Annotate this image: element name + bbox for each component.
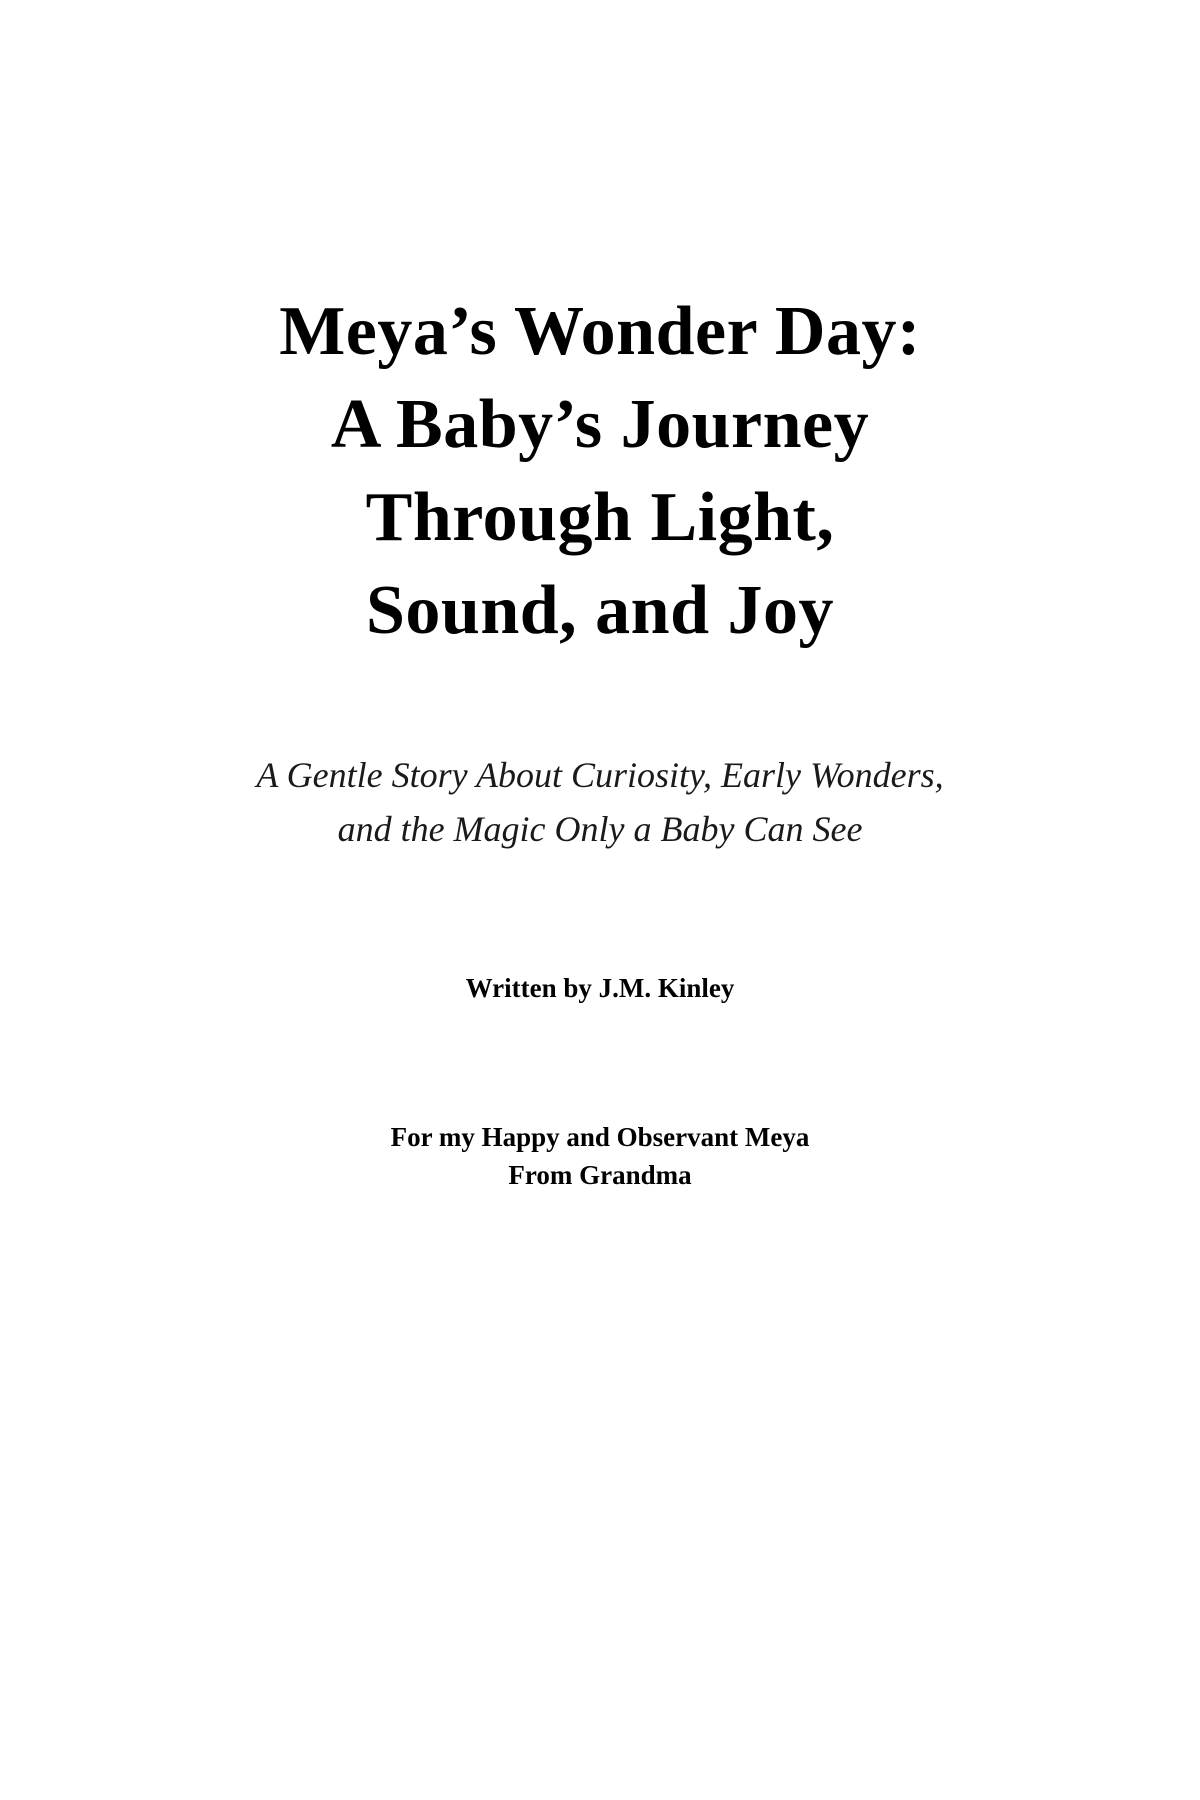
- dedication-line-2: From Grandma: [508, 1160, 692, 1190]
- book-title: [0, 285, 1200, 657]
- subtitle-line-1: A Gentle Story About Curiosity, Early Wonders,: [256, 755, 944, 795]
- dedication-line-1: For my Happy and Observant Meya: [390, 1122, 810, 1152]
- title-line-1: Meya’s Wonder Day:: [279, 293, 921, 370]
- title-line-4: Sound, and Joy: [365, 572, 835, 649]
- author-credit: Written by J.M. Kinley: [465, 973, 735, 1003]
- title-line-2: A Baby’s Journey: [330, 386, 870, 463]
- book-subtitle: [0, 748, 1200, 856]
- title-line-3: Through Light,: [365, 479, 835, 556]
- subtitle-line-2: and the Magic Only a Baby Can See: [337, 809, 863, 849]
- dedication: [0, 1118, 1200, 1194]
